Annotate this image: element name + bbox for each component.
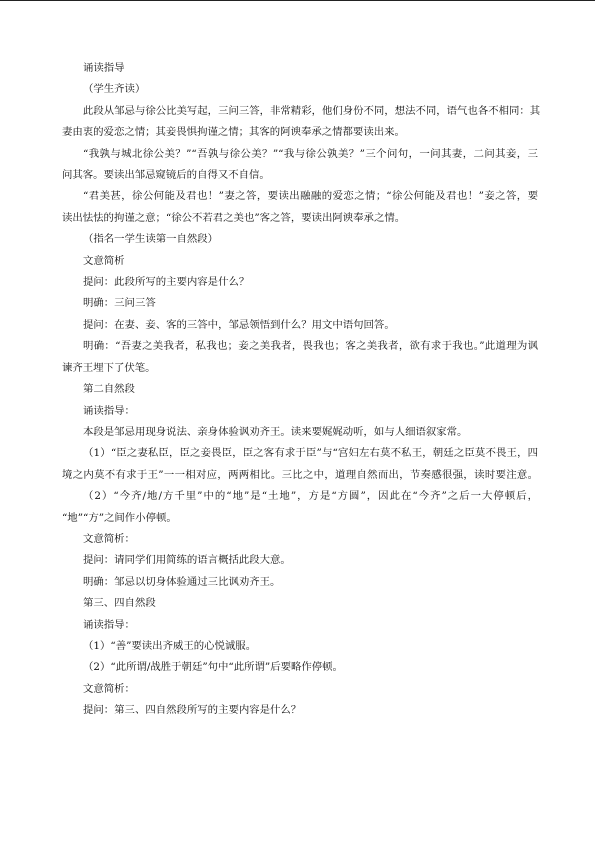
text-line: 明确：三问三答 <box>83 297 156 310</box>
text-line: 此段从邹忌与徐公比美写起，三问三答，非常精彩，他们身份不同，想法不同，语气也各不相同：其 <box>83 104 541 117</box>
page-top-border <box>0 0 595 1</box>
text-line: 境之内莫不有求于王”一一相对应，两两相比。三比之中，道理自然而出，节奏感很强，读时要注意。 <box>62 468 538 481</box>
text-line: 诵读指导： <box>83 404 135 417</box>
text-line: 诵读指导： <box>83 618 135 631</box>
text-line: 文意简析： <box>83 682 135 695</box>
text-line: 提问：第三、四自然段所写的主要内容是什么？ <box>83 704 302 717</box>
text-line: 本段是邹忌用现身说法、亲身体验讽劝齐王。读来要娓娓动听，如与人细语叙家常。 <box>83 425 468 438</box>
text-line: 问其客。要读出邹忌窥镜后的自得又不自信。 <box>62 169 270 182</box>
text-line: （指名一学生读第一自然段） <box>83 233 219 246</box>
text-line: （学生齐读） <box>83 83 146 96</box>
document-body <box>62 58 541 722</box>
text-line: “我孰与城北徐公美？”“吾孰与徐公美？”“我与徐公孰美？”三个问句，一问其妻，二问其妾，三 <box>83 147 538 160</box>
text-line: （2）“今齐/地/方千里”中的“地”是“土地”，方是“方圆”，因此在“今齐”之后一大停顿后， <box>83 490 538 503</box>
text-line: （2）“此所谓/战胜于朝廷”句中“此所谓”后要略作停顿。 <box>83 661 343 674</box>
text-line: 诵读指导 <box>83 62 125 74</box>
text-line: 妻由衷的爱恋之情；其妾畏惧拘谨之情；其客的阿谀奉承之情都要读出来。 <box>62 126 405 139</box>
text-line: 提问：请同学们用简练的语言概括此段大意。 <box>83 554 291 567</box>
text-line: “地”“方”之间作小停顿。 <box>62 511 177 524</box>
text-line: 提问：此段所写的主要内容是什么？ <box>83 276 250 289</box>
text-line: 第三、四自然段 <box>83 597 156 610</box>
text-line: （1）“臣之妻私臣，臣之妾畏臣，臣之客有求于臣”与“宫妇左右莫不私王，朝廷之臣莫不畏王，四 <box>83 447 538 460</box>
text-line: （1）“善”要读出齐威王的心悦诚服。 <box>83 639 257 652</box>
text-line: 明确：“吾妻之美我者，私我也；妾之美我者，畏我也；客之美我者，欲有求于我也。”此道理为讽 <box>83 340 538 353</box>
text-line: 谏齐王埋下了伏笔。 <box>62 361 156 374</box>
text-line: 读出怯怯的拘谨之意；“徐公不若君之美也”客之答，要读出阿谀奉承之情。 <box>62 211 406 224</box>
text-line: 提问：在妻、妾、客的三答中，邹忌领悟到什么？用文中语句回答。 <box>83 318 395 331</box>
text-line: 文意简析 <box>83 254 125 267</box>
text-line: 明确：邹忌以切身体验通过三比讽劝齐王。 <box>83 575 281 588</box>
text-line: 文意简析： <box>83 532 135 545</box>
text-line: 第二自然段 <box>83 383 135 396</box>
text-line: “君美甚，徐公何能及君也！”妻之答，要读出融融的爱恋之情；“徐公何能及君也！”妾之答，要 <box>83 190 538 203</box>
